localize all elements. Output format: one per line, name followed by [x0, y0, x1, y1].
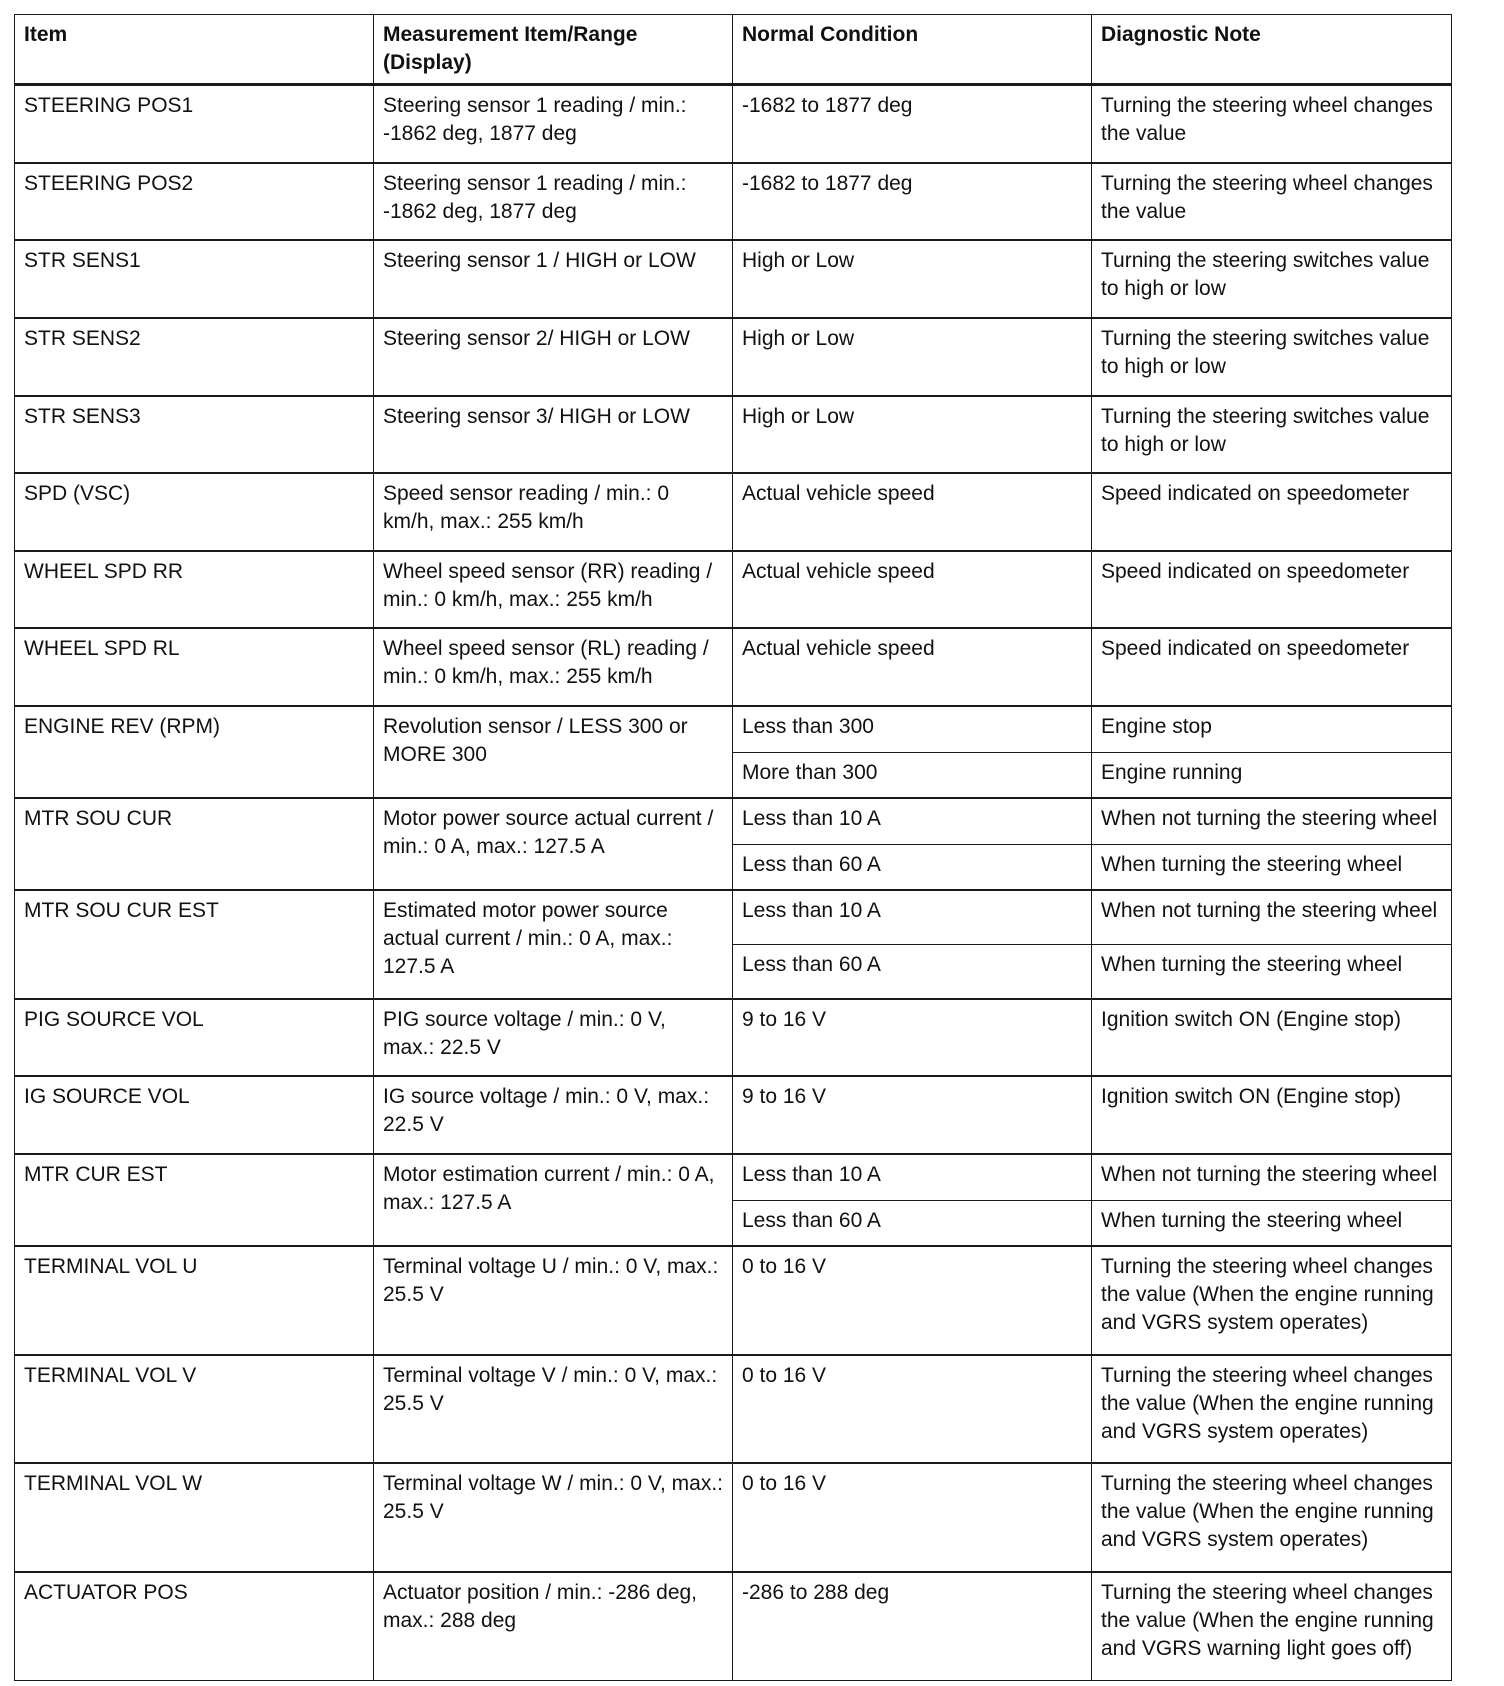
normal-condition-cell: 0 to 16 V: [733, 1463, 1092, 1572]
normal-condition-cell: Less than 300: [733, 706, 1092, 752]
normal-condition-cell: Less than 10 A: [733, 1154, 1092, 1200]
table-row: [15, 163, 1452, 241]
normal-condition-cell: 0 to 16 V: [733, 1355, 1092, 1464]
table-header: [15, 15, 1452, 85]
table-row: [15, 1572, 1452, 1680]
diagnostic-note-cell: Ignition switch ON (Engine stop): [1092, 1076, 1452, 1154]
normal-condition-cell: Less than 60 A: [733, 944, 1092, 998]
header-diagnostic-note: Diagnostic Note: [1092, 15, 1452, 85]
normal-condition-cell: High or Low: [733, 318, 1092, 396]
table-row: [15, 240, 1452, 318]
normal-condition-cell: Less than 60 A: [733, 844, 1092, 890]
item-cell: SPD (VSC): [15, 473, 374, 551]
normal-condition-cell: -1682 to 1877 deg: [733, 85, 1092, 163]
normal-condition-cell: 9 to 16 V: [733, 999, 1092, 1077]
normal-condition-cell: Less than 10 A: [733, 890, 1092, 944]
table-row: [15, 628, 1452, 706]
item-cell: TERMINAL VOL U: [15, 1246, 374, 1355]
item-cell: ACTUATOR POS: [15, 1572, 374, 1680]
diagnostic-note-cell: When not turning the steering wheel: [1092, 890, 1452, 944]
diagnostic-note-cell: When not turning the steering wheel: [1092, 798, 1452, 844]
header-item: Item: [15, 15, 374, 85]
table-row: [15, 473, 1452, 551]
diagnostic-note-cell: Turning the steering switches value to high or low: [1092, 318, 1452, 396]
table-row: [15, 1355, 1452, 1464]
diagnostic-note-cell: Turning the steering switches value to high or low: [1092, 396, 1452, 474]
diagnostic-note-cell: Turning the steering switches value to high or low: [1092, 240, 1452, 318]
measurement-range-cell: Steering sensor 1 reading / min.: -1862 deg, 1877 deg: [374, 163, 733, 241]
table-row: [15, 1246, 1452, 1355]
normal-condition-cell: Actual vehicle speed: [733, 473, 1092, 551]
diagnostic-note-cell: Speed indicated on speedometer: [1092, 551, 1452, 629]
measurement-range-cell: Terminal voltage V / min.: 0 V, max.: 25.5 V: [374, 1355, 733, 1464]
normal-condition-cell: Actual vehicle speed: [733, 628, 1092, 706]
table-row: [15, 318, 1452, 396]
diagnostic-note-cell: Turning the steering wheel changes the value (When the engine running and VGRS system operates): [1092, 1246, 1452, 1355]
table-row: [15, 551, 1452, 629]
measurement-range-cell: Steering sensor 3/ HIGH or LOW: [374, 396, 733, 474]
table-row: [15, 1154, 1452, 1200]
diagnostic-note-cell: Turning the steering wheel changes the value: [1092, 85, 1452, 163]
item-cell: TERMINAL VOL W: [15, 1463, 374, 1572]
measurement-range-cell: Steering sensor 1 / HIGH or LOW: [374, 240, 733, 318]
item-cell: WHEEL SPD RL: [15, 628, 374, 706]
diagnostic-note-cell: Engine running: [1092, 752, 1452, 798]
diagnostic-note-cell: Turning the steering wheel changes the value: [1092, 163, 1452, 241]
measurement-range-cell: Revolution sensor / LESS 300 or MORE 300: [374, 706, 733, 798]
item-cell: MTR CUR EST: [15, 1154, 374, 1246]
item-cell: WHEEL SPD RR: [15, 551, 374, 629]
measurement-range-cell: Motor power source actual current / min.: 0 A, max.: 127.5 A: [374, 798, 733, 890]
diagnostic-note-cell: When turning the steering wheel: [1092, 844, 1452, 890]
item-cell: STEERING POS1: [15, 85, 374, 163]
measurement-range-cell: Motor estimation current / min.: 0 A, max.: 127.5 A: [374, 1154, 733, 1246]
diagnostic-note-cell: When not turning the steering wheel: [1092, 1154, 1452, 1200]
table-row: [15, 890, 1452, 944]
item-cell: ENGINE REV (RPM): [15, 706, 374, 798]
diagnostic-note-cell: Turning the steering wheel changes the value (When the engine running and VGRS system operates): [1092, 1463, 1452, 1572]
item-cell: PIG SOURCE VOL: [15, 999, 374, 1077]
measurement-range-cell: Wheel speed sensor (RL) reading / min.: 0 km/h, max.: 255 km/h: [374, 628, 733, 706]
item-cell: STR SENS3: [15, 396, 374, 474]
normal-condition-cell: Less than 10 A: [733, 798, 1092, 844]
measurement-range-cell: Terminal voltage U / min.: 0 V, max.: 25.5 V: [374, 1246, 733, 1355]
normal-condition-cell: High or Low: [733, 240, 1092, 318]
item-cell: STR SENS2: [15, 318, 374, 396]
measurement-range-cell: Wheel speed sensor (RR) reading / min.: 0 km/h, max.: 255 km/h: [374, 551, 733, 629]
diagnostic-note-cell: Engine stop: [1092, 706, 1452, 752]
header-measurement-range: Measurement Item/Range (Display): [374, 15, 733, 85]
normal-condition-cell: More than 300: [733, 752, 1092, 798]
measurement-range-cell: IG source voltage / min.: 0 V, max.: 22.5 V: [374, 1076, 733, 1154]
table-row: [15, 706, 1452, 752]
item-cell: IG SOURCE VOL: [15, 1076, 374, 1154]
diagnostic-note-cell: Ignition switch ON (Engine stop): [1092, 999, 1452, 1077]
header-normal-condition: Normal Condition: [733, 15, 1092, 85]
item-cell: STEERING POS2: [15, 163, 374, 241]
diagnostic-note-cell: Speed indicated on speedometer: [1092, 473, 1452, 551]
table-row: [15, 798, 1452, 844]
measurement-range-cell: Estimated motor power source actual current / min.: 0 A, max.: 127.5 A: [374, 890, 733, 999]
diagnostic-data-table: [14, 14, 1452, 1681]
table-row: [15, 1463, 1452, 1572]
measurement-range-cell: Speed sensor reading / min.: 0 km/h, max.: 255 km/h: [374, 473, 733, 551]
measurement-range-cell: Actuator position / min.: -286 deg, max.: 288 deg: [374, 1572, 733, 1680]
table-row: [15, 999, 1452, 1077]
diagnostic-note-cell: Speed indicated on speedometer: [1092, 628, 1452, 706]
measurement-range-cell: Terminal voltage W / min.: 0 V, max.: 25.5 V: [374, 1463, 733, 1572]
measurement-range-cell: PIG source voltage / min.: 0 V, max.: 22.5 V: [374, 999, 733, 1077]
item-cell: MTR SOU CUR EST: [15, 890, 374, 999]
normal-condition-cell: Less than 60 A: [733, 1200, 1092, 1246]
diagnostic-note-cell: When turning the steering wheel: [1092, 944, 1452, 998]
header-row: [15, 15, 1452, 85]
normal-condition-cell: Actual vehicle speed: [733, 551, 1092, 629]
item-cell: MTR SOU CUR: [15, 798, 374, 890]
table-row: [15, 85, 1452, 163]
normal-condition-cell: 0 to 16 V: [733, 1246, 1092, 1355]
table-row: [15, 396, 1452, 474]
item-cell: TERMINAL VOL V: [15, 1355, 374, 1464]
normal-condition-cell: -286 to 288 deg: [733, 1572, 1092, 1680]
table-body: [15, 85, 1452, 1681]
item-cell: STR SENS1: [15, 240, 374, 318]
normal-condition-cell: -1682 to 1877 deg: [733, 163, 1092, 241]
diagnostic-note-cell: When turning the steering wheel: [1092, 1200, 1452, 1246]
normal-condition-cell: 9 to 16 V: [733, 1076, 1092, 1154]
normal-condition-cell: High or Low: [733, 396, 1092, 474]
table-row: [15, 1076, 1452, 1154]
diagnostic-note-cell: Turning the steering wheel changes the value (When the engine running and VGRS system operates): [1092, 1355, 1452, 1464]
measurement-range-cell: Steering sensor 2/ HIGH or LOW: [374, 318, 733, 396]
diagnostic-note-cell: Turning the steering wheel changes the value (When the engine running and VGRS warning light goes off): [1092, 1572, 1452, 1680]
measurement-range-cell: Steering sensor 1 reading / min.: -1862 deg, 1877 deg: [374, 85, 733, 163]
